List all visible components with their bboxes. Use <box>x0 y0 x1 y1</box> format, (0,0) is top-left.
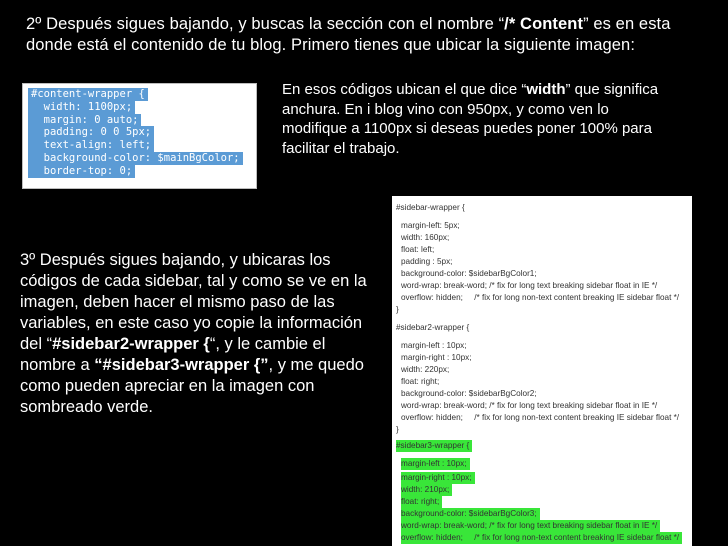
code-line: word-wrap: break-word; /* fix for long text breaking sidebar float in IE */ <box>401 401 658 410</box>
css-code-line: padding: 0 0 5px; <box>28 126 154 139</box>
code-line: margin-left: 5px; <box>401 221 460 230</box>
width-keyword: width <box>526 81 566 98</box>
css-snippet <box>28 88 250 178</box>
step3-sidebar2-name: #sidebar2-wrapper { <box>52 335 210 353</box>
code-line: word-wrap: break-word; /* fix for long text breaking sidebar float in IE */ <box>401 281 658 290</box>
highlighted-code-line: overflow: hidden; /* fix for long non-text content breaking IE sidebar float */ <box>401 532 682 544</box>
width-explanation <box>282 80 662 158</box>
css-code-line: background-color: $mainBgColor; <box>28 152 243 165</box>
highlighted-code-line: margin-left : 10px; <box>401 458 470 470</box>
code-line: } <box>396 305 399 314</box>
step2-text-prefix: 2º Después sigues bajando, y buscas la sección con el nombre “ <box>26 15 505 33</box>
css-code-line: text-align: left; <box>28 139 154 152</box>
code-line: overflow: hidden; /* fix for long non-text content breaking IE sidebar float */ <box>401 293 680 302</box>
code-line: background-color: $sidebarBgColor2; <box>401 389 537 398</box>
step3-part2: “, y le cambie el nombre a <box>20 335 326 374</box>
step3-part1: 3º Después sigues bajando, y ubicaras los códigos de cada sidebar, tal y como se ve en la imagen, deben hacer el mismo paso de las variables, en este caso yo copie la información del “ <box>20 251 367 353</box>
code-line: #sidebar-wrapper { <box>396 203 465 212</box>
step2-paragraph <box>26 14 716 56</box>
highlighted-code-line: width: 210px; <box>401 484 452 496</box>
code-line: float: right; <box>401 377 440 386</box>
step2-content-label: /* Content <box>504 15 584 33</box>
width-text-suffix: ” que significa anchura. En i blog vino con 950px, y como ven lo modifique a 1100px si deseas puedes poner 100% para facilitar el trabajo. <box>282 81 659 157</box>
css-code-line: margin: 0 auto; <box>28 114 141 127</box>
css-code-line: width: 1100px; <box>28 101 135 114</box>
highlighted-code-line: background-color: $sidebarBgColor3; <box>401 508 540 520</box>
highlighted-code-line: #sidebar3-wrapper { <box>396 440 472 452</box>
code-line: padding : 5px; <box>401 257 453 266</box>
code-line: background-color: $sidebarBgColor1; <box>401 269 537 278</box>
highlighted-code-line: float: right; <box>401 496 442 508</box>
code-line: width: 220px; <box>401 365 450 374</box>
code-line: float: left; <box>401 245 435 254</box>
css-code-line: border-top: 0; <box>28 165 135 178</box>
code-line: width: 160px; <box>401 233 450 242</box>
code-line: overflow: hidden; /* fix for long non-text content breaking IE sidebar float */ <box>401 413 680 422</box>
code-line: margin-left : 10px; <box>401 341 467 350</box>
step2-text-suffix: ” es en esta donde está el contenido de tu blog. Primero tienes que ubicar la siguiente imagen: <box>26 15 671 54</box>
code-line: margin-right : 10px; <box>401 353 472 362</box>
width-text-prefix: En esos códigos ubican el que dice “ <box>282 81 527 98</box>
step3-sidebar3-name: “#sidebar3-wrapper {” <box>94 356 269 374</box>
step3-part3: , y me quedo como pueden apreciar en la imagen con sombreado verde. <box>20 356 364 416</box>
highlighted-code-line: word-wrap: break-word; /* fix for long text breaking sidebar float in IE */ <box>401 520 660 532</box>
sidebar-code-image <box>392 196 692 546</box>
step3-paragraph <box>20 250 370 418</box>
content-wrapper-code-image <box>22 83 257 189</box>
highlighted-code-line: margin-right : 10px; <box>401 472 475 484</box>
code-line: #sidebar2-wrapper { <box>396 323 470 332</box>
css-code-line: #content-wrapper { <box>28 88 148 101</box>
code-line: } <box>396 425 399 434</box>
